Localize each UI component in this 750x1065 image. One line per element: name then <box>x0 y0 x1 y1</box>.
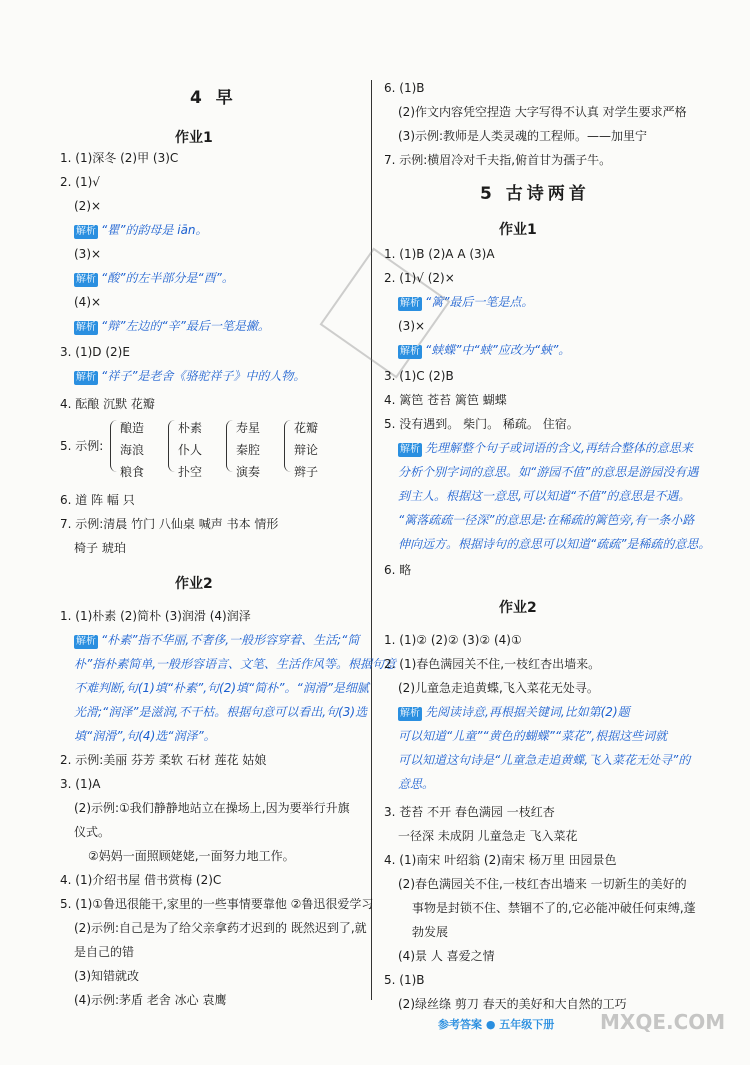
answer-line: 事物是封锁不住、禁锢不了的,它必能冲破任何束缚,蓬 <box>412 901 696 915</box>
answer-line: 是自己的错 <box>74 945 135 959</box>
brace <box>284 420 291 472</box>
analysis-line: 朴”指朴素简单,一般形容语言、文笔、生活作风等。根据句意 <box>74 657 397 671</box>
answer-line: (3)知错就改 <box>74 969 139 983</box>
word-cell: 演奏 <box>236 465 261 479</box>
answer-line: (2)示例:自己是为了给父亲拿药才迟到的 既然迟到了,就 <box>74 921 367 935</box>
answer-line: 1. (1)深冬 (2)甲 (3)C <box>60 151 179 165</box>
answer-line: (4)× <box>74 295 102 309</box>
homework-heading: 作业1 <box>499 222 537 238</box>
answer-line: (2)示例:①我们静静地站立在操场上,因为要举行升旗 <box>74 801 350 815</box>
answer-line: 4. (1)介绍书屋 借书赏梅 (2)C <box>60 873 222 887</box>
analysis-line: 可以知道“儿童”“黄色的蝴蝶”“菜花”,根据这些词就 <box>398 729 668 743</box>
analysis-line: 解析 先阅读诗意,再根据关键词,比如第(2)题 <box>400 705 630 719</box>
word-cell: 酿造 <box>120 421 145 435</box>
answer-line: 3. 苍苔 不开 春色满园 一枝红杏 <box>384 805 555 819</box>
word-cell: 辩论 <box>294 443 319 457</box>
answer-line: 4. 篱笆 苍苔 篱笆 蝴蝶 <box>384 393 507 407</box>
answer-line: (3)示例:教师是人类灵魂的工程师。——加里宁 <box>398 129 648 143</box>
answer-line: 3. (1)D (2)E <box>60 345 130 359</box>
word-cell: 朴素 <box>178 421 203 435</box>
analysis-tag: 解析 <box>76 226 96 237</box>
answer-line: (4)景 人 喜爱之情 <box>398 949 495 963</box>
brace <box>226 420 233 472</box>
answer-line: 4. 酝酿 沉默 花瓣 <box>60 397 155 411</box>
analysis-line: 解析 “酸”的左半部分是“酉”。 <box>76 271 234 285</box>
answer-line: 5. (1)①鲁迅很能干,家里的一些事情要靠他 ②鲁迅很爱学习 <box>60 897 374 911</box>
answer-line: 6. 道 阵 幅 只 <box>60 493 135 507</box>
analysis-line: 不难判断,句(1)填“朴素”,句(2)填“简朴”。“润滑”是细腻 <box>74 681 369 695</box>
column-divider <box>371 80 372 1000</box>
answer-line: (3)× <box>398 319 426 333</box>
page-footer: 参考答案 ● 五年级下册 <box>438 1018 555 1031</box>
answer-line: 4. (1)南宋 叶绍翁 (2)南宋 杨万里 田园景色 <box>384 853 617 867</box>
analysis-line: 解析 “蛱蝶”中“蛱”应改为“蛺”。 <box>400 343 571 357</box>
word-cell: 扑空 <box>178 465 203 479</box>
answer-line: 3. (1)A <box>60 777 101 791</box>
analysis-line: 解析 先理解整个句子或词语的含义,再结合整体的意思来 <box>400 441 693 455</box>
answer-line: 仪式。 <box>74 825 111 839</box>
brace <box>110 420 117 472</box>
answer-line: 2. (1)√ (2)× <box>384 271 455 285</box>
brace <box>168 420 175 472</box>
answer-line: 6. (1)B <box>384 81 425 95</box>
answer-line: ②妈妈一面照顾姥姥,一面努力地工作。 <box>88 849 295 863</box>
analysis-line: 光滑;“润泽”是滋润,不干枯。根据句意可以看出,句(3)选 <box>74 705 368 719</box>
answer-line: 7. 示例:横眉冷对千夫指,俯首甘为孺子牛。 <box>384 153 612 167</box>
lesson-title: 4 早 <box>190 88 237 108</box>
answer-line: 2. (1)√ <box>60 175 100 189</box>
word-cell: 花瓣 <box>294 421 319 435</box>
answer-line: 1. (1)朴素 (2)简朴 (3)润滑 (4)润泽 <box>60 609 251 623</box>
analysis-line: 解析 “朴素”指不华丽,不奢侈,一般形容穿着、生活;“简 <box>76 633 360 647</box>
analysis-line: 解析 “篱”最后一笔是点。 <box>400 295 534 309</box>
analysis-line: 可以知道这句诗是“儿童急走追黄蝶,飞入菜花无处寻”的 <box>398 753 691 767</box>
answer-line: (2)儿童急走追黄蝶,飞入菜花无处寻。 <box>398 681 599 695</box>
answer-line: 7. 示例:清晨 竹门 八仙桌 喊声 书本 情形 <box>60 517 279 531</box>
answer-line: 5. (1)B <box>384 973 425 987</box>
answer-line: 1. (1)B (2)A A (3)A <box>384 247 495 261</box>
answer-line: 5. 没有遇到。 柴门。 稀疏。 住宿。 <box>384 417 579 431</box>
homework-heading: 作业1 <box>175 130 213 146</box>
analysis-line: 填“润滑”,句(4)选“润泽”。 <box>74 729 216 743</box>
analysis-line: 伸向远方。根据诗句的意思可以知道“疏疏”是稀疏的意思。 <box>398 537 711 551</box>
analysis-line: 解析 “辩”左边的“辛”最后一笔是撇。 <box>76 319 270 333</box>
answer-line: 勃发展 <box>412 925 449 939</box>
answer-line: (2)绿丝绦 剪刀 春天的美好和大自然的工巧 <box>398 997 627 1011</box>
answer-line: 5. 示例: <box>60 439 104 453</box>
answer-line: 一径深 未成阴 儿童急走 飞入菜花 <box>398 829 578 843</box>
answer-line: 2. (1)春色满园关不住,一枝红杏出墙来。 <box>384 657 601 671</box>
lesson-title: 5 古诗两首 <box>480 184 590 204</box>
word-cell: 寿星 <box>236 421 261 435</box>
analysis-line: 解析 “祥子”是老舍《骆驼祥子》中的人物。 <box>76 369 306 383</box>
answer-line: (4)示例:茅盾 老舍 冰心 袁鹰 <box>74 993 227 1007</box>
word-cell: 仆人 <box>178 443 203 457</box>
answer-line: 椅子 琥珀 <box>74 541 126 555</box>
homework-heading: 作业2 <box>175 576 213 592</box>
word-cell: 粮食 <box>120 465 145 479</box>
analysis-line: 分析个别字词的意思。如“游园不值”的意思是游园没有遇 <box>398 465 699 479</box>
word-cell: 辫子 <box>294 465 319 479</box>
answer-line: (2)作文内容凭空捏造 大字写得不认真 对学生要求严格 <box>398 105 687 119</box>
analysis-line: 意思。 <box>398 777 435 791</box>
word-cell: 秦腔 <box>236 443 261 457</box>
analysis-line: “篱落疏疏一径深”的意思是:在稀疏的篱笆旁,有一条小路 <box>398 513 695 527</box>
word-cell: 海浪 <box>120 443 145 457</box>
answer-line: (2)春色满园关不住,一枝红杏出墙来 一切新生的美好的 <box>398 877 687 891</box>
answer-line: (2)× <box>74 199 102 213</box>
answer-line: 2. 示例:美丽 芬芳 柔软 石材 莲花 姑娘 <box>60 753 267 767</box>
answer-line: 6. 略 <box>384 563 412 577</box>
homework-heading: 作业2 <box>499 600 537 616</box>
answer-line: (3)× <box>74 247 102 261</box>
analysis-line: 解析 “瞿”的韵母是 iān。 <box>76 223 208 237</box>
watermark: MXQE.COM <box>600 1010 726 1034</box>
answer-line: 1. (1)② (2)② (3)② (4)① <box>384 633 522 647</box>
answer-line: 3. (1)C (2)B <box>384 369 454 383</box>
analysis-line: 到主人。根据这一意思,可以知道“不值”的意思是不遇。 <box>398 489 691 503</box>
